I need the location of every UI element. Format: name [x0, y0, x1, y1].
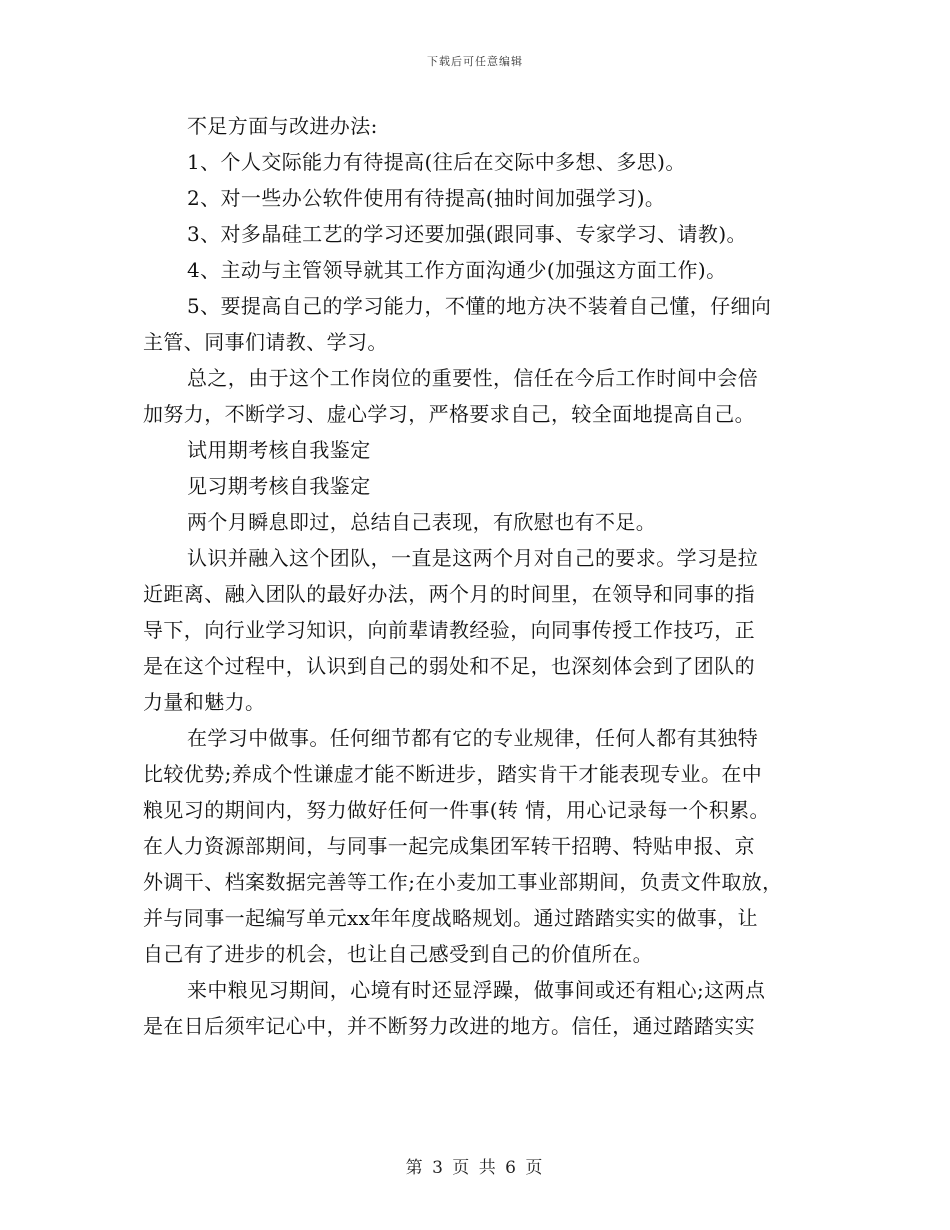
text-line: 2、对一些办公软件使用有待提高(抽时间加强学习)。 — [187, 186, 666, 210]
text-line: 加努力，不断学习、虚心学习，严格要求自己，较全面地提高自己。 — [143, 402, 755, 426]
text-line: 在人力资源部期间，与同事一起完成集团军转干招聘、特贴申报、京 — [143, 834, 755, 858]
text-line: 比较优势;养成个性谦虚才能不断进步，踏实肯干才能表现专业。在中 — [143, 762, 763, 786]
text-line: 见习期考核自我鉴定 — [187, 474, 371, 498]
text-line: 来中粮见习期间，心境有时还显浮躁，做事间或还有粗心;这两点 — [187, 978, 766, 1002]
text-line: 外调干、档案数据完善等工作;在小麦加工事业部期间，负责文件取放， — [143, 870, 783, 894]
page-footer-number: 第 3 页 共 6 页 — [405, 1158, 545, 1178]
text-line: 粮见习的期间内，努力做好任何一件事(转 情，用心记录每一个积累。 — [143, 798, 770, 822]
document-body — [143, 108, 813, 1044]
text-line: 总之，由于这个工作岗位的重要性，信任在今后工作时间中会倍 — [187, 366, 759, 390]
text-line: 是在这个过程中，认识到自己的弱处和不足，也深刻体会到了团队的 — [143, 654, 755, 678]
text-line: 1、个人交际能力有待提高(往后在交际中多想、多思)。 — [187, 150, 686, 174]
text-line: 认识并融入这个团队，一直是这两个月对自己的要求。学习是拉 — [187, 546, 759, 570]
page-header-note: 下载后可任意编辑 — [427, 55, 523, 68]
text-line: 近距离、融入团队的最好办法，两个月的时间里，在领导和同事的指 — [143, 582, 755, 606]
text-line: 5、要提高自己的学习能力，不懂的地方决不装着自己懂，仔细向 — [187, 294, 772, 318]
text-line: 4、主动与主管领导就其工作方面沟通少(加强这方面工作)。 — [187, 258, 727, 282]
text-line: 是在日后须牢记心中，并不断努力改进的地方。信任，通过踏踏实实 — [143, 1014, 755, 1038]
text-line: 不足方面与改进办法: — [187, 114, 378, 138]
text-line: 在学习中做事。任何细节都有它的专业规律，任何人都有其独特 — [187, 726, 759, 750]
text-line: 主管、同事们请教、学习。 — [143, 330, 388, 354]
text-line: 3、对多晶硅工艺的学习还要加强(跟同事、专家学习、请教)。 — [187, 222, 747, 246]
text-line: 力量和魅力。 — [143, 690, 266, 714]
text-line: 导下，向行业学习知识，向前辈请教经验，向同事传授工作技巧，正 — [143, 618, 755, 642]
text-line: 并与同事一起编写单元xx年年度战略规划。通过踏踏实实的做事，让 — [143, 906, 758, 930]
text-line: 两个月瞬息即过，总结自己表现，有欣慰也有不足。 — [187, 510, 657, 534]
text-line: 试用期考核自我鉴定 — [187, 438, 371, 462]
text-line: 自己有了进步的机会，也让自己感受到自己的价值所在。 — [143, 942, 653, 966]
